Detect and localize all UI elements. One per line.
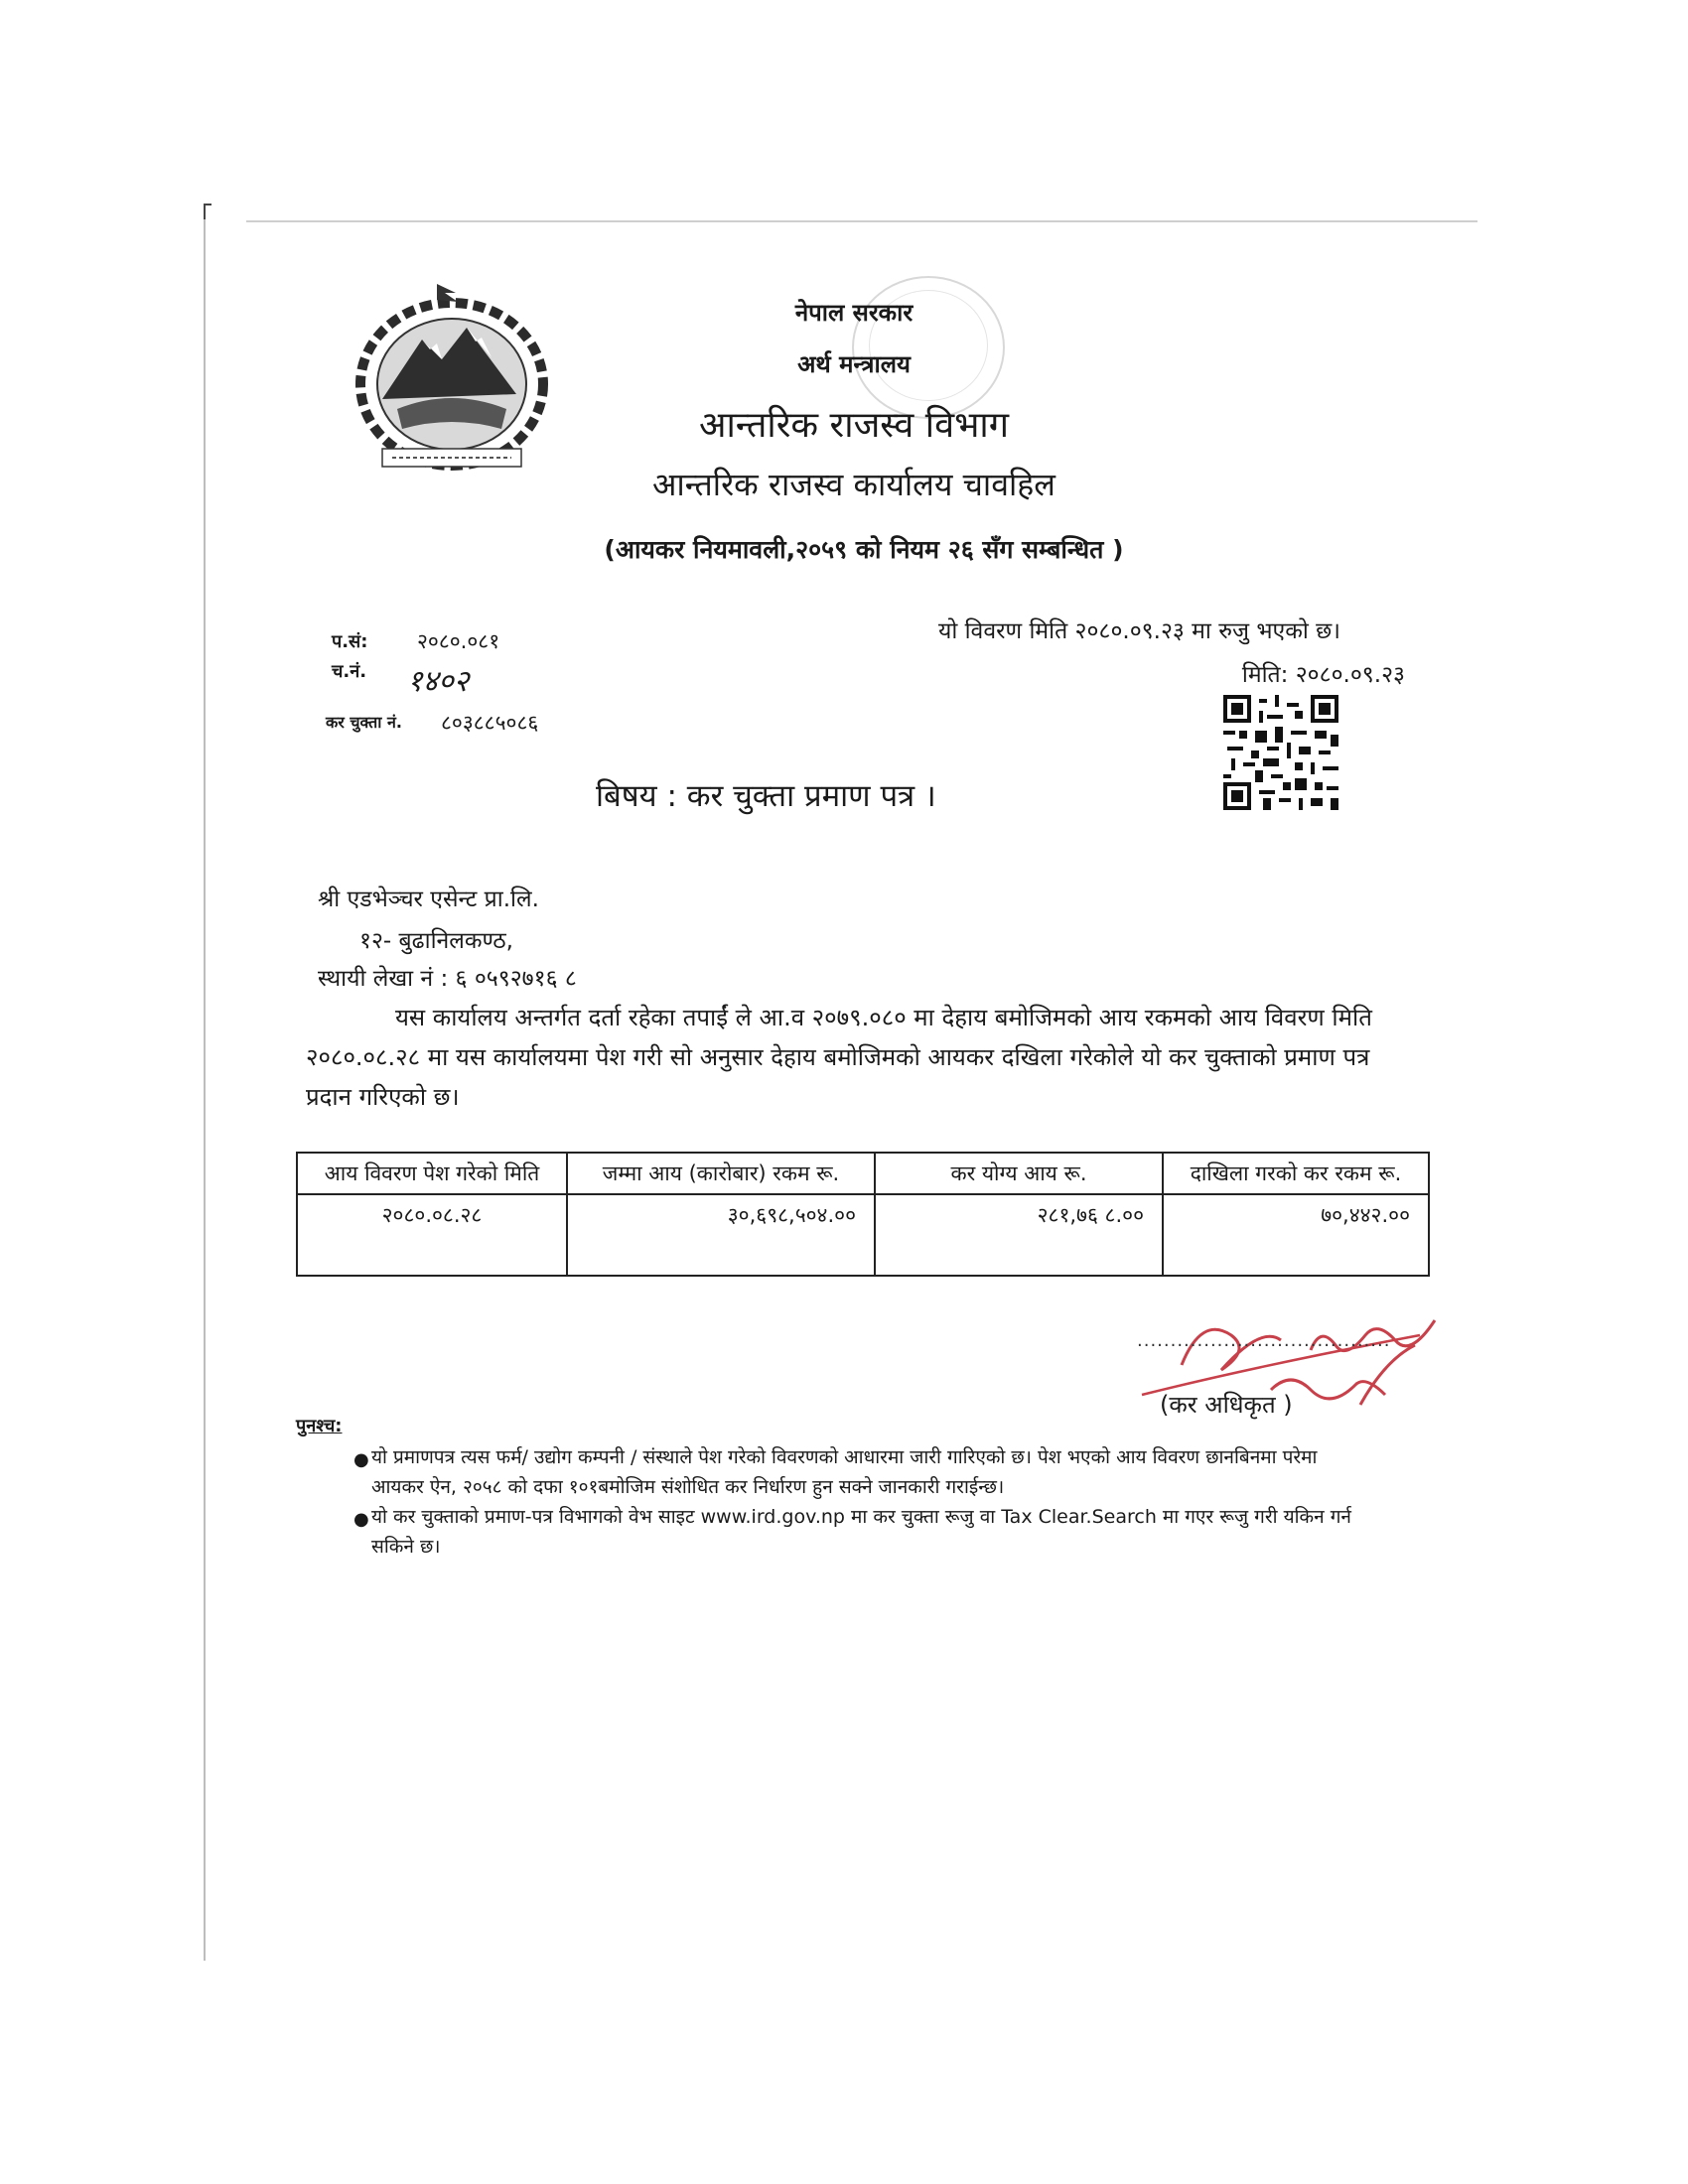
chalani-label: च.नं. [332, 661, 367, 682]
note-bullet-2: ● [353, 1509, 369, 1530]
signature-line: ...................................... [1137, 1330, 1391, 1351]
addressee-address: १२- बुढानिलकण्ठ, [359, 928, 513, 954]
government-name: नेपाल सरकार [794, 299, 914, 327]
tax-details-table [296, 1152, 1430, 1277]
chalani-value-handwritten: १४०२ [407, 664, 470, 699]
cell-tax-paid: ७०,४४२.०० [1163, 1194, 1429, 1276]
note-bullet-1: ● [353, 1449, 369, 1470]
col-header-filing-date: आय विवरण पेश गरेको मिति [297, 1153, 567, 1194]
addressee-name: श्री एडभेञ्चर एसेन्ट प्रा.लि. [318, 887, 539, 912]
note-item-1: यो प्रमाणपत्र त्यस फर्म/ उद्योग कम्पनी / संस्थाले पेश गरेको विवरणको आधारमा जारी गारिएको छ। पेश भएको आय विवरण छानबिनमा परेमा आयकर ऐन, २०५८ को दफा १०१बमोजिम संशोधित कर निर्धारण हुन सक्ने जानकारी गराईन्छ। [371, 1446, 1318, 1498]
scan-corner [204, 204, 211, 219]
scan-edge-left [204, 204, 206, 1961]
cell-total-income: ३०,६९८,५०४.०० [567, 1194, 875, 1276]
postscript-heading: पुनश्च: [296, 1416, 343, 1436]
rule-reference: (आयकर नियमावली,२०५९ को नियम २६ सँग सम्बन्धित ) [604, 535, 1124, 564]
scan-edge-top [246, 220, 1477, 222]
ps-label: प.सं: [332, 631, 368, 652]
note-item-2: यो कर चुक्ताको प्रमाण-पत्र विभागको वेभ साइट www.ird.gov.np मा कर चुक्ता रूजु वा Tax Clear.Search मा गएर रूजु गरी यकिन गर्न सकिने छ। [371, 1506, 1351, 1558]
office-name: आन्तरिक राजस्व कार्यालय चावहिल [652, 466, 1055, 503]
col-header-total-income: जम्मा आय (कारोबार) रकम रू. [567, 1153, 875, 1194]
ps-value: २०८०.०८१ [417, 629, 500, 653]
certificate-body: यस कार्यालय अन्तर्गत दर्ता रहेका तपाईं ले आ.व २०७९.०८० मा देहाय बमोजिमको आय रकमको आय विवरण मिति २०८०.०८.२८ मा यस कार्यालयमा पेश गरी सो अनुसार देहाय बमोजिमको आयकर दखिला गरेकोले यो कर चुक्ताको प्रमाण पत्र प्रदान गरिएको छ। [306, 1004, 1372, 1111]
tax-officer-label: (कर अधिकृत ) [1160, 1391, 1293, 1419]
qr-code-icon[interactable] [1223, 695, 1338, 810]
nepal-emblem-icon [343, 280, 561, 478]
table-row [297, 1194, 1429, 1276]
verification-note: यो विवरण मिति २०८०.०९.२३ मा रुजु भएको छ। [937, 618, 1340, 644]
cell-taxable-income: २८१,७६ ८.०० [875, 1194, 1163, 1276]
issue-date: मिति: २०८०.०९.२३ [1241, 662, 1405, 688]
cell-filing-date: २०८०.०८.२८ [297, 1194, 567, 1276]
tax-clearance-value: ८०३८८५०८६ [441, 711, 539, 735]
tax-clearance-label: कर चुक्ता नं. [326, 713, 402, 732]
col-header-tax-paid: दाखिला गरको कर रकम रू. [1163, 1153, 1429, 1194]
department-name: आन्तरिक राजस्व विभाग [698, 405, 1009, 446]
subject-line: बिषय : कर चुक्ता प्रमाण पत्र । [596, 778, 936, 814]
col-header-taxable-income: कर योग्य आय रू. [875, 1153, 1163, 1194]
ministry-name: अर्थ मन्त्रालय [797, 350, 911, 378]
addressee-pan: स्थायी लेखा नं : ६ ०५९२७१६ ८ [318, 966, 577, 992]
table-header-row [297, 1153, 1429, 1194]
